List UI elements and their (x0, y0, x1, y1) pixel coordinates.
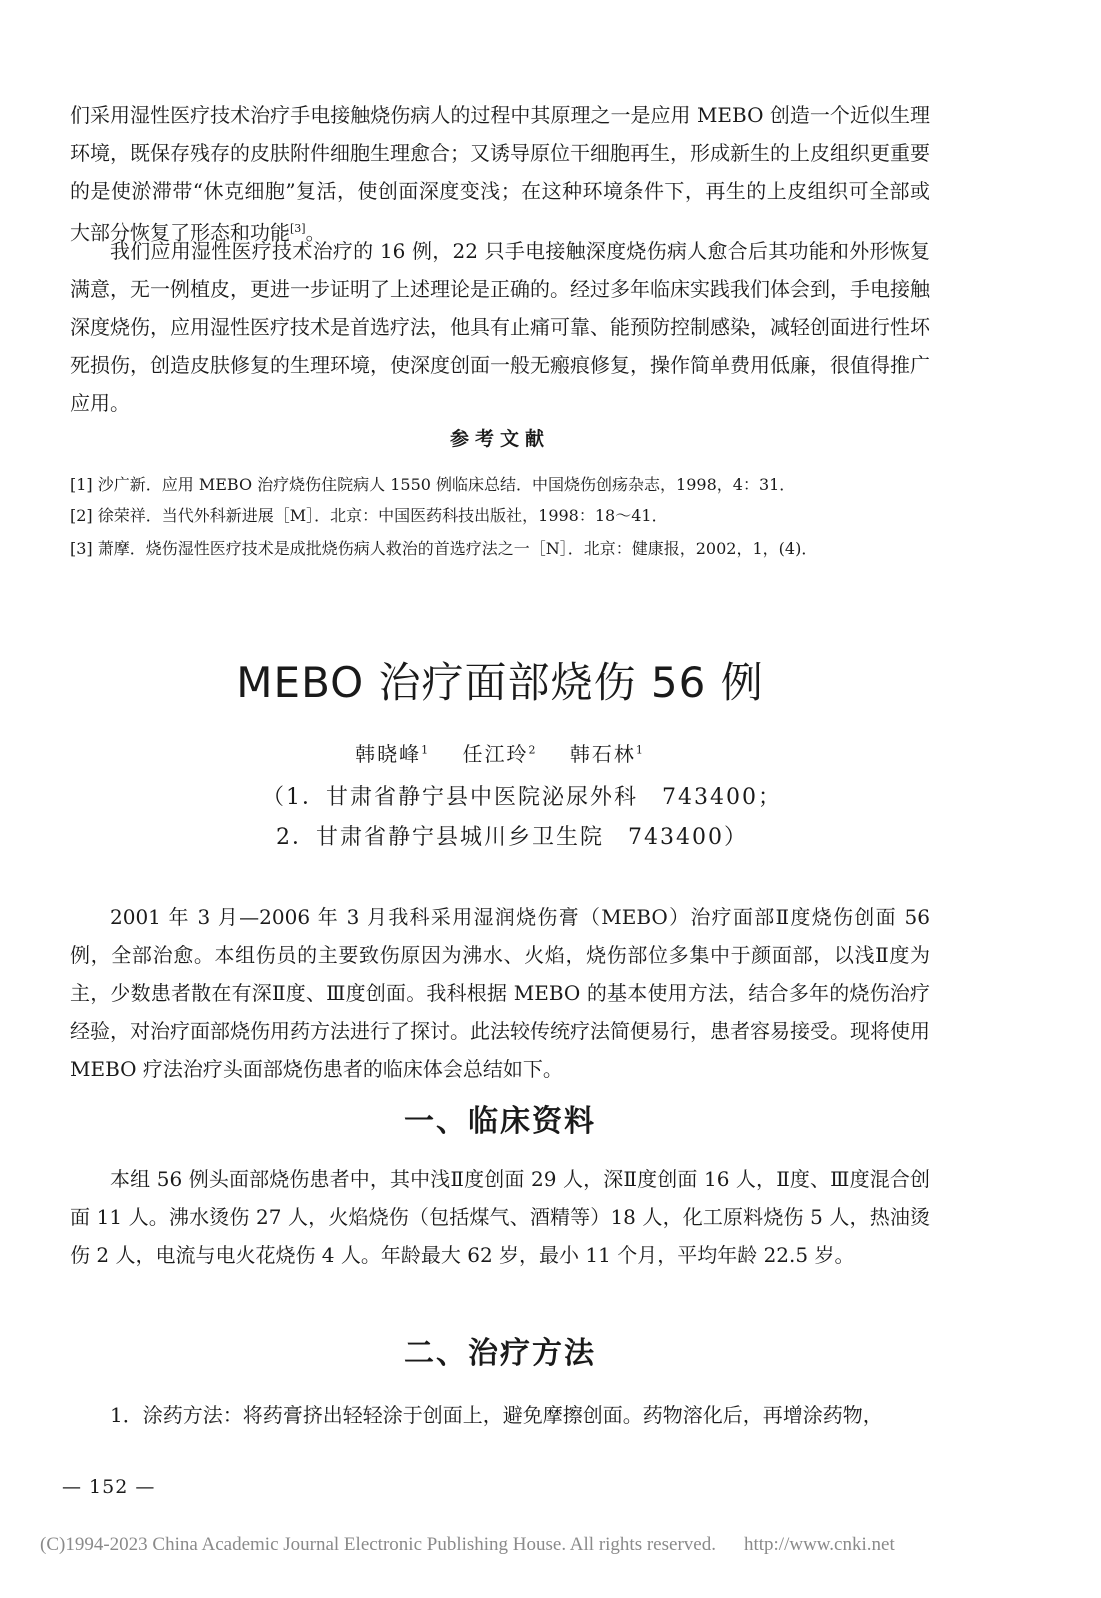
continued-paragraph (70, 96, 930, 252)
section-heading: 二、治疗方法 (404, 1336, 596, 1371)
author (463, 742, 538, 766)
author-list (0, 738, 1000, 767)
author-affiliation-mark: 1 (635, 743, 645, 757)
conclusion-paragraph: 我们应用湿性医疗技术治疗的 16 例，22 只手电接触深度烧伤病人愈合后其功能和外形恢复满意，无一例植皮，更进一步证明了上述理论是正确的。经过多年临床实践我们体会到，手电接触深度烧伤，应用湿性医疗技术是首选疗法，他具有止痛可靠、能预防控制感染，减轻创面进行性坏死损伤，创造皮肤修复的生理环境，使深度创面一般无瘢痕修复，操作简单费用低廉，很值得推广应用。 (70, 239, 930, 415)
intro-paragraph: 2001 年 3 月—2006 年 3 月我科采用湿润烧伤膏（MEBO）治疗面部Ⅱ度烧伤创面 56 例，全部治愈。本组伤员的主要致伤原因为沸水、火焰，烧伤部位多集中于颜面部，以浅Ⅱ度为主，少数患者散在有深Ⅱ度、Ⅲ度创面。我科根据 MEBO 的基本使用方法，结合多年的烧伤治疗经验，对治疗面部烧伤用药方法进行了探讨。此法较传统疗法简便易行，患者容易接受。现将使用 MEBO 疗法治疗头面部烧伤患者的临床体会总结如下。 (70, 905, 930, 1081)
author-name: 韩石林 (569, 742, 636, 766)
page-number: — 152 — (62, 1476, 156, 1498)
section-paragraph: 1．涂药方法：将药膏挤出轻轻涂于创面上，避免摩擦创面。药物溶化后，再增涂药物， (110, 1403, 883, 1427)
continued-paragraph-end: 。 (305, 220, 326, 245)
footer-url[interactable]: http://www.cnki.net (743, 1534, 895, 1555)
affiliation-line: （1．甘肃省静宁县中医院泌尿外科 743400； (262, 785, 782, 810)
references-title: 参考文献 (449, 428, 550, 450)
author (355, 742, 430, 766)
reference-item: [1] 沙广新．应用 MEBO 治疗烧伤住院病人 1550 例临床总结．中国烧伤创疡杂志，1998，4：31． (70, 475, 796, 494)
section-heading: 一、临床资料 (404, 1104, 596, 1139)
reference-item: [3] 萧摩．烧伤湿性医疗技术是成批烧伤病人救治的首选疗法之一［N］．北京：健康报，2002，1，(4)． (70, 539, 818, 558)
author-affiliation-mark: 1 (421, 743, 431, 757)
author-affiliation-mark: 2 (528, 743, 538, 757)
affiliation-line: 2．甘肃省静宁县城川乡卫生院 743400） (276, 825, 748, 850)
article-title: MEBO 治疗面部烧伤 56 例 (236, 658, 764, 707)
citation-marker: [3] (290, 222, 306, 235)
author-name: 韩晓峰 (355, 742, 422, 766)
copyright-text: (C)1994-2023 China Academic Journal Electronic Publishing House. All rights reserved. (40, 1534, 716, 1555)
section-paragraph: 本组 56 例头面部烧伤患者中，其中浅Ⅱ度创面 29 人，深Ⅱ度创面 16 人，Ⅱ度、Ⅲ度混合创面 11 人。沸水烫伤 27 人，火焰烧伤（包括煤气、酒精等）18 人，化工原料烧伤 5 人，热油烫伤 2 人，电流与电火花烧伤 4 人。年龄最大 62 岁，最小 11 个月，平均年龄 22.5 岁。 (70, 1167, 930, 1267)
reference-item: [2] 徐荣祥．当代外科新进展［M］．北京：中国医药科技出版社，1998：18～41． (70, 506, 668, 525)
continued-paragraph-text: 们采用湿性医疗技术治疗手电接触烧伤病人的过程中其原理之一是应用 MEBO 创造一个近似生理环境，既保存残存的皮肤附件细胞生理愈合；又诱导原位干细胞再生，形成新生的上皮组织更重要的是使淤滞带“休克细胞”复活，使创面深度变浅；在这种环境条件下，再生的上皮组织可全部或大部分恢复了形态和功能 (70, 103, 930, 245)
author-name: 任江玲 (462, 742, 529, 766)
copyright-footer (40, 1534, 895, 1556)
author (570, 742, 645, 766)
